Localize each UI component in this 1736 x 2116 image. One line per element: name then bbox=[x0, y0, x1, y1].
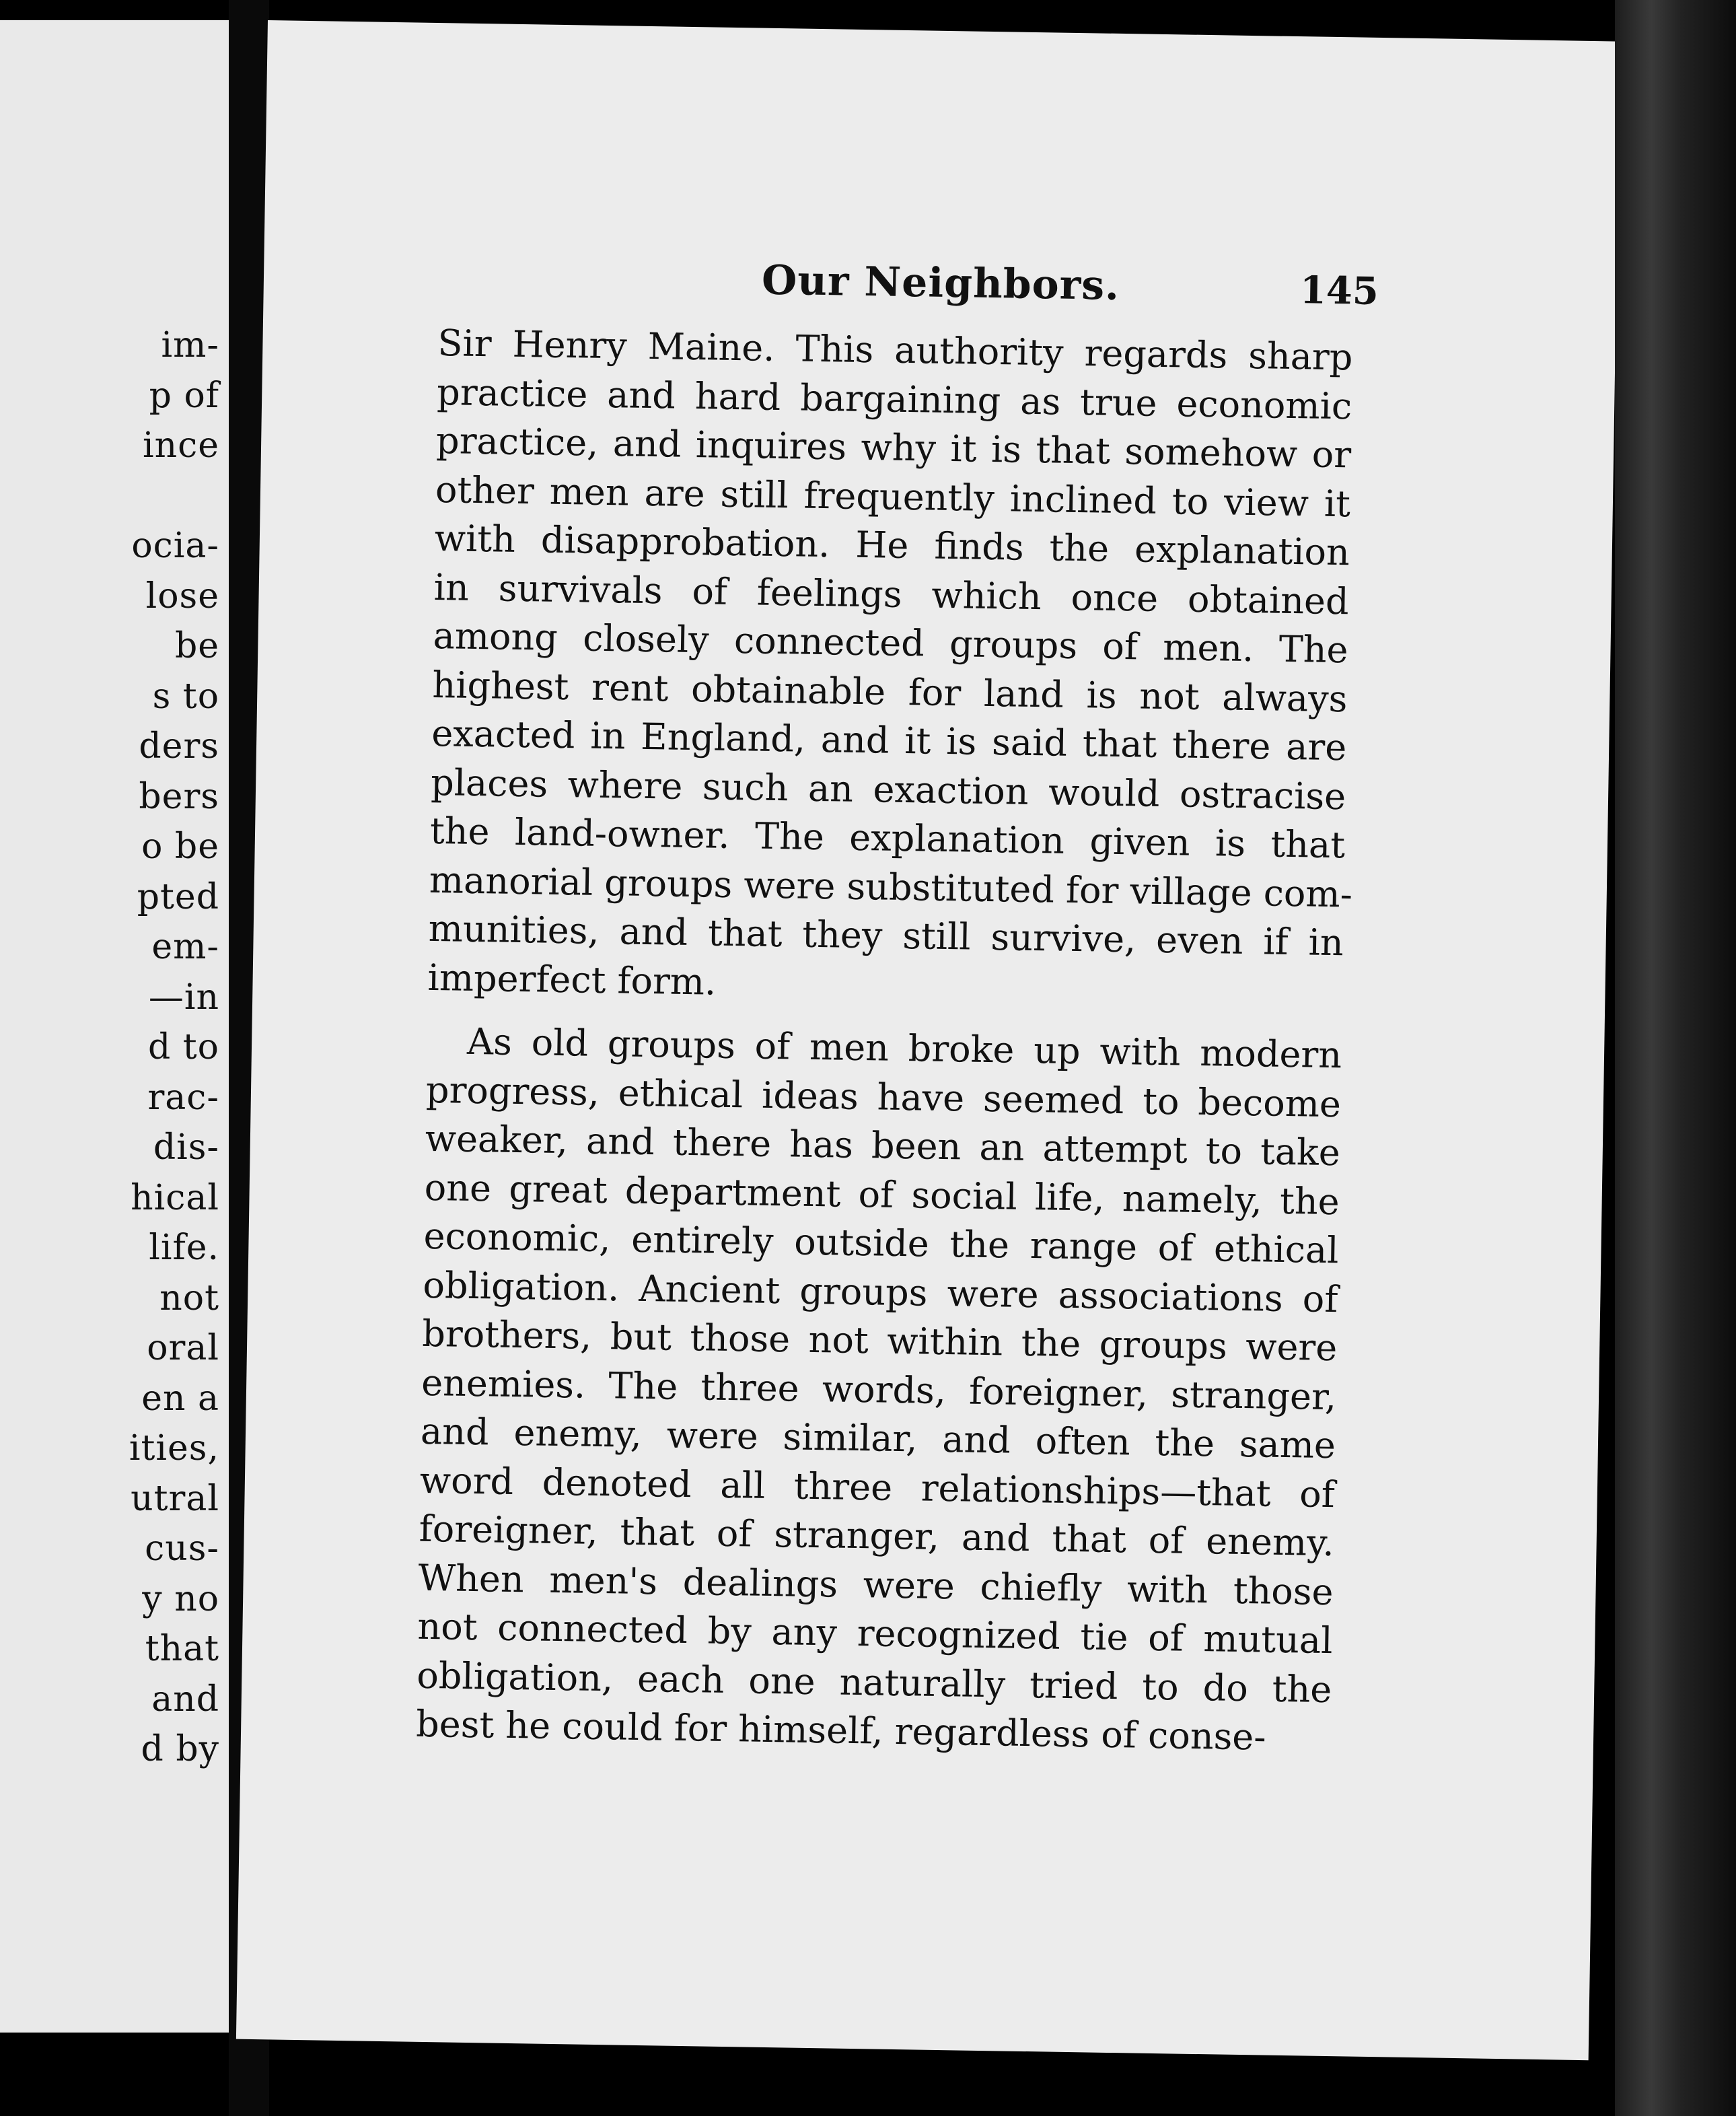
text-line: When men's dealings were chiefly with those bbox=[418, 1556, 1334, 1613]
left-page-fragment-line: bers bbox=[139, 776, 219, 817]
left-page-fragment-line: life. bbox=[149, 1228, 219, 1268]
page-number: 145 bbox=[1299, 268, 1379, 314]
text-line: brothers, but those not within the groups were bbox=[421, 1312, 1338, 1370]
text-line: imperfect form. bbox=[427, 956, 717, 1003]
left-page-line-endings bbox=[0, 320, 219, 1775]
text-line: best he could for himself, regardless of conse- bbox=[415, 1702, 1267, 1759]
left-page-fragment-line: y no bbox=[142, 1578, 219, 1619]
left-page-fragment-line: hical bbox=[131, 1177, 219, 1218]
text-line: practice, and inquires why it is that somehow or bbox=[435, 419, 1352, 477]
left-page-fragment-line: rac- bbox=[147, 1077, 219, 1118]
left-page-fragment-line: utral bbox=[131, 1478, 219, 1519]
left-page-fragment-line: d by bbox=[141, 1729, 219, 1769]
text-line: not connected by any recognized tie of mutual bbox=[417, 1604, 1333, 1662]
text-line: Sir Henry Maine. This authority regards sharp bbox=[437, 322, 1353, 379]
left-page-fragment-line: ince bbox=[142, 425, 219, 466]
left-page-fragment-line: oral bbox=[147, 1328, 219, 1368]
left-page-fragment-line: en a bbox=[141, 1378, 219, 1419]
text-line: munities, and that they still survive, even if in bbox=[428, 907, 1344, 964]
text-line: in survivals of feelings which once obtained bbox=[433, 565, 1350, 623]
left-page-fragment-line: be bbox=[174, 626, 219, 666]
left-page-fragment-line: im- bbox=[161, 325, 219, 365]
text-line: obligation. Ancient groups were associations of bbox=[423, 1263, 1338, 1320]
text-line: practice and hard bargaining as true economic bbox=[436, 370, 1352, 427]
paragraph bbox=[416, 1017, 1342, 1763]
left-page-fragment-line: —in bbox=[148, 977, 219, 1018]
text-line: foreigner, that of stranger, and that of enemy. bbox=[419, 1507, 1335, 1565]
text-line: economic, entirely outside the range of ethical bbox=[423, 1214, 1339, 1272]
text-line: among closely connected groups of men. The bbox=[433, 614, 1348, 672]
text-line: word denoted all three relationships—that of bbox=[419, 1458, 1336, 1516]
left-page-fragment-line: cus- bbox=[145, 1528, 219, 1569]
text-line: highest rent obtainable for land is not always bbox=[432, 663, 1348, 720]
text-line: As old groups of men broke up with modern bbox=[466, 1020, 1342, 1077]
text-line: other men are still frequently inclined to view it bbox=[435, 468, 1351, 525]
text-line: exacted in England, and it is said that there are bbox=[431, 711, 1347, 769]
left-page-fragment-line: ders bbox=[139, 726, 219, 767]
text-line: the land-owner. The explanation given is that bbox=[429, 809, 1346, 867]
text-line: enemies. The three words, foreigner, stranger, bbox=[421, 1361, 1337, 1418]
left-page-fragment-line: dis- bbox=[153, 1127, 219, 1168]
text-line: progress, ethical ideas have seemed to become bbox=[425, 1068, 1342, 1125]
page-header bbox=[263, 249, 1542, 323]
paragraph bbox=[427, 319, 1353, 1016]
left-page-fragment-line: s to bbox=[152, 676, 219, 717]
left-page-fragment-line: not bbox=[159, 1277, 219, 1318]
left-page-fragment-line: d to bbox=[147, 1027, 219, 1067]
left-page-fragment bbox=[0, 20, 229, 2033]
body-text bbox=[416, 319, 1353, 1763]
text-line: one great department of social life, namely, the bbox=[424, 1166, 1340, 1223]
text-line: with disapprobation. He finds the explanation bbox=[434, 516, 1350, 574]
left-page-fragment-line: em- bbox=[151, 927, 219, 967]
left-page-fragment-line: pted bbox=[137, 876, 219, 917]
left-page-fragment-line: and bbox=[151, 1679, 219, 1720]
page bbox=[236, 20, 1620, 2060]
left-page-fragment-line bbox=[0, 471, 219, 522]
page-edge-stack bbox=[1615, 0, 1736, 2116]
left-page-fragment-line: o be bbox=[141, 826, 219, 867]
text-line: weaker, and there has been an attempt to take bbox=[425, 1117, 1341, 1174]
left-page-fragment-line: lose bbox=[145, 575, 219, 616]
running-title: Our Neighbors. bbox=[761, 256, 1120, 310]
text-line: manorial groups were substituted for village com- bbox=[429, 858, 1353, 915]
left-page-fragment-line: ities, bbox=[129, 1428, 219, 1469]
text-line: and enemy, were similar, and often the same bbox=[420, 1409, 1336, 1467]
text-line: places where such an exaction would ostracise bbox=[430, 761, 1346, 818]
left-page-fragment-line: p of bbox=[149, 375, 219, 416]
left-page-fragment-line: that bbox=[145, 1629, 219, 1669]
text-line: obligation, each one naturally tried to do the bbox=[416, 1654, 1332, 1711]
left-page-fragment-line: ocia- bbox=[131, 526, 219, 566]
